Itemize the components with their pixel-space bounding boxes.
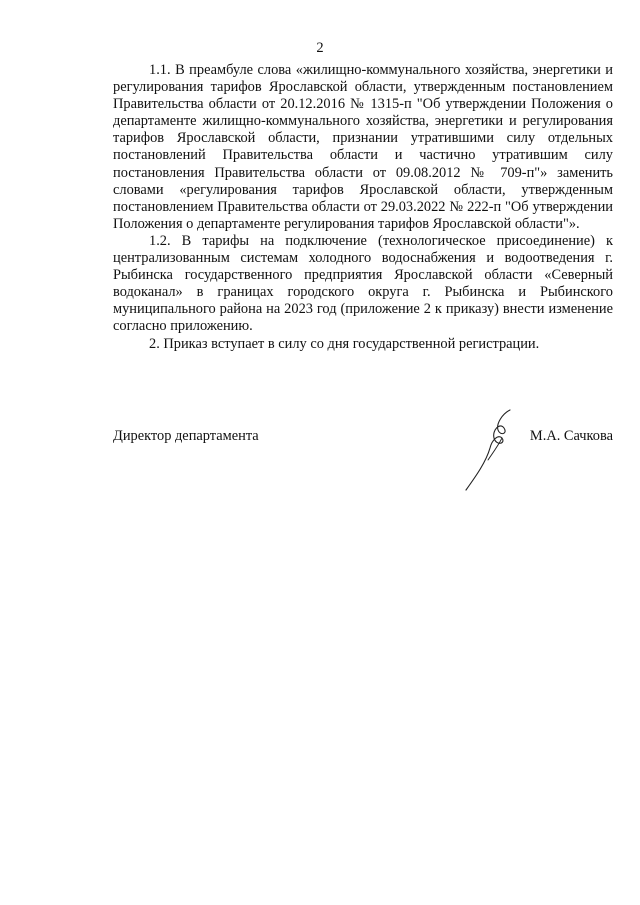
- handwritten-signature: [462, 406, 522, 496]
- signer-title: Директор департамента: [113, 428, 259, 444]
- paragraph-1-1: 1.1. В преамбуле слова «жилищно-коммунального хозяйства, энергетики и регулирования тарифов Ярославской области, утвержденным постановлением Правительства области от 20.12.2016 № 1315-п "Об утверждении Положения о департаменте жилищно-коммунального хозяйства, энергетики и регулирования тарифов Ярославской области, признании утратившими силу отдельных постановлений Правительства области и частично утратившим силу постановления Правительства области от 09.08.2012 № 709-п"» заменить словами «регулирования тарифов Ярославской области, утвержденным постановлением Правительства области от 29.03.2022 № 222-п "Об утверждении Положения о департаменте регулирования тарифов Ярославской области"».: [113, 62, 613, 232]
- signer-name: М.А. Сачкова: [529, 428, 613, 444]
- signature-block: [113, 428, 613, 448]
- page-number: 2: [316, 40, 324, 56]
- paragraph-1-2: 1.2. В тарифы на подключение (технологическое присоединение) к централизованным системам холодного водоснабжения и водоотведения г. Рыбинска государственного предприятия Ярославской области «Северный водоканал» в границах городского округа г. Рыбинска и Рыбинского муниципального района на 2023 год (приложение 2 к приказу) внести изменение согласно приложению.: [113, 232, 613, 335]
- document-body: [113, 62, 613, 353]
- paragraph-2: 2. Приказ вступает в силу со дня государственной регистрации.: [149, 335, 540, 352]
